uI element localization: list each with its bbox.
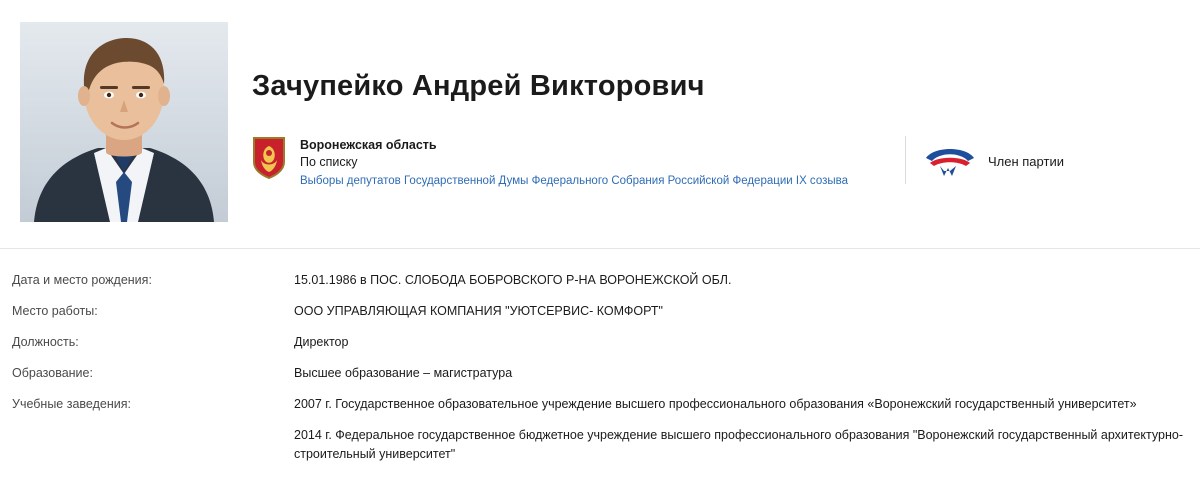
region-block <box>252 136 848 190</box>
candidate-photo <box>20 22 228 222</box>
row-value-birth <box>294 271 748 290</box>
table-row <box>0 395 1200 464</box>
party-status-label: Член партии <box>988 153 1064 169</box>
candidate-name: Зачупейко Андрей Викторович <box>252 70 705 102</box>
table-row <box>0 333 1200 364</box>
row-label-position: Должность: <box>12 335 79 349</box>
row-value-line: 2014 г. Федеральное государственное бюджетное учреждение высшего профессионального образования "Воронежский государственный архитектурно-строительный университет" <box>294 428 1183 461</box>
row-value-workplace <box>294 302 679 321</box>
row-value-line: 2007 г. Государственное образовательное учреждение высшего профессионального образования «Воронежский государственный университет» <box>294 397 1137 411</box>
row-value-education <box>294 364 528 383</box>
row-value-line: Высшее образование – магистратура <box>294 366 513 380</box>
party-logo-icon <box>922 144 978 178</box>
row-value-position <box>294 333 364 352</box>
region-name: Воронежская область <box>300 138 437 152</box>
party-block <box>922 144 1064 178</box>
row-label-workplace: Место работы: <box>12 304 98 318</box>
election-link[interactable]: Выборы депутатов Государственной Думы Федерального Собрания Российской Федерации IX созыва <box>300 175 848 187</box>
row-label-birth: Дата и место рождения: <box>12 273 152 287</box>
nomination-type: По списку <box>300 155 358 169</box>
row-value-institutions <box>294 395 1200 464</box>
portrait-photo <box>20 22 228 222</box>
table-row <box>0 302 1200 333</box>
row-label-institutions: Учебные заведения: <box>12 397 131 411</box>
table-row <box>0 364 1200 395</box>
header-divider <box>905 136 906 184</box>
row-value-line: Директор <box>294 335 349 349</box>
row-value-line: ООО УПРАВЛЯЮЩАЯ КОМПАНИЯ "УЮТСЕРВИС- КОМФОРТ" <box>294 304 663 318</box>
candidate-info-table <box>0 249 1200 464</box>
row-label-education: Образование: <box>12 366 93 380</box>
row-value-line: 15.01.1986 в ПОС. СЛОБОДА БОБРОВСКОГО Р-НА ВОРОНЕЖСКОЙ ОБЛ. <box>294 273 732 287</box>
table-row <box>0 271 1200 302</box>
coat-of-arms-icon <box>252 136 286 180</box>
